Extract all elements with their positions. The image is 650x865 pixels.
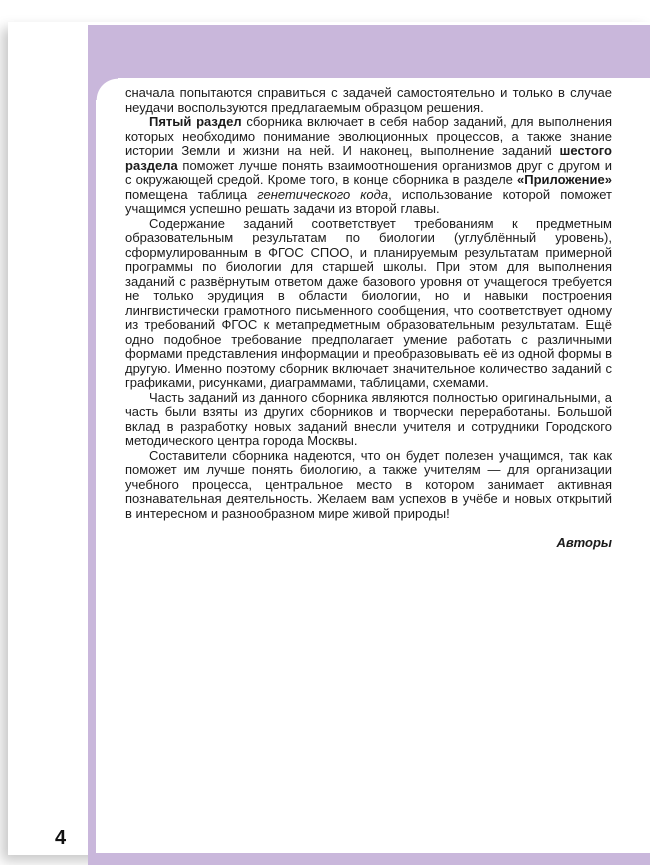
text-segment: сборника включает в себя набор заданий, для выполнения которых необходимо понимание эволюционных процессов, а также знание истории Земли и жизни на ней. И наконец, выполнение заданий bbox=[125, 114, 612, 158]
body-text bbox=[125, 86, 612, 551]
paragraph bbox=[125, 217, 612, 391]
authors-signature: Авторы bbox=[556, 535, 612, 550]
text-segment: Часть заданий из данного сборника являются полностью оригинальными, а часть были взяты из других сборников и творчески переработаны. Большой вклад в разработку новых заданий внесли учителя и сотрудники Городского методического центра города Москвы. bbox=[125, 389, 612, 448]
text-segment: шестого раздела bbox=[125, 143, 612, 173]
paragraph bbox=[125, 115, 612, 217]
text-segment: генетического кода bbox=[257, 186, 389, 202]
text-segment: Пятый раздел bbox=[149, 114, 242, 129]
top-decorative-band bbox=[88, 25, 650, 78]
frame-corner-fillet bbox=[96, 78, 118, 100]
left-decorative-band bbox=[88, 25, 96, 853]
text-segment: помещена таблица bbox=[125, 186, 258, 202]
bottom-decorative-band bbox=[88, 853, 650, 865]
text-segment: Составители сборника надеются, что он будет полезен учащимся, так как поможет им лучше понять биологию, а также учителям — для организации учебного процесса, центральное место в котором занимает активная познавательная деятельность. Желаем вам успехов в учёбе и новых открытий в интересном и разнообразном мире живой природы! bbox=[125, 447, 612, 521]
page-number: 4 bbox=[55, 827, 67, 849]
text-segment: «Приложение» bbox=[517, 172, 612, 187]
paragraph bbox=[125, 86, 612, 115]
text-segment: , использование которой поможет учащимся успешно решать задачи из второй главы. bbox=[125, 186, 612, 216]
text-segment: сначала попытаются справиться с задачей самостоятельно и только в случае неудачи воспользуются предлагаемым образцом решения. bbox=[125, 85, 612, 115]
text-segment: поможет лучше понять взаимоотношения организмов друг с другом и с окружающей средой. Кроме того, в конце сборника в разделе bbox=[125, 157, 612, 187]
text-segment: Содержание заданий соответствует требованиям к предметным образовательным результатам по биологии (углублённый уровень), сформулированным в ФГОС СПОО, и планируемым результатам примерной программы по биологии для старшей школы. При этом для выполнения заданий с развёрнутым ответом даже базового уровня от учащегося требуется не только эрудиция в области биологии, но и навыки построения лингвистически грамотного письменного сообщения, что соответствует одному из требований ФГОС к метапредметным образовательным результатам. Ещё одно подобное требование предполагает умение работать с различными формами представления информации и преобразовывать её из одной формы в другую. Именно поэтому сборник включает значительное количество заданий с графиками, рисунками, диаграммами, таблицами, схемами. bbox=[125, 215, 612, 390]
paragraph bbox=[125, 449, 612, 522]
paragraph bbox=[125, 391, 612, 449]
